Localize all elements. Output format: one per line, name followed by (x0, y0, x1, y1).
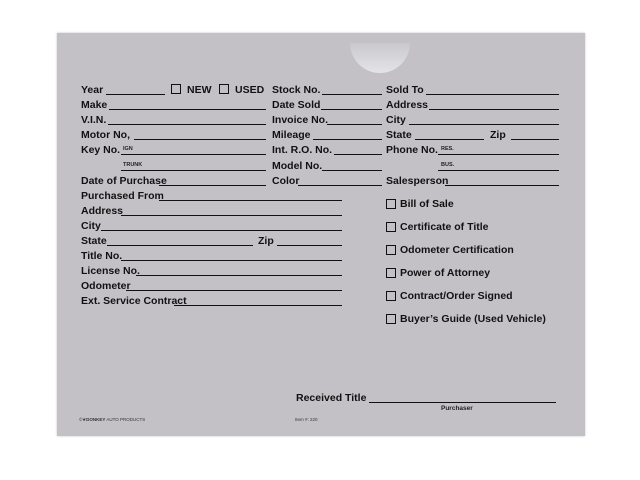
odometer-label: Odometer (81, 280, 131, 292)
ext-service-contract-label: Ext. Service Contract (81, 295, 187, 307)
odometer-line[interactable] (126, 290, 342, 291)
trunk-key-line[interactable] (121, 170, 266, 171)
make-line[interactable] (109, 109, 266, 110)
date-of-purchase-label: Date of Purchase (81, 175, 167, 187)
salesperson-line[interactable] (445, 185, 559, 186)
contract-order-signed-checkbox[interactable] (386, 291, 396, 301)
mileage-line[interactable] (313, 139, 382, 140)
res-label: RES. (441, 146, 454, 152)
key-no-label: Key No. (81, 144, 121, 156)
vin-line[interactable] (108, 124, 266, 125)
power-of-attorney-checkbox[interactable] (386, 268, 396, 278)
purchased-from-line[interactable] (159, 200, 342, 201)
contract-order-signed-label: Contract/Order Signed (400, 290, 513, 302)
thumb-cut (350, 43, 410, 73)
ign-key-line[interactable] (121, 154, 266, 155)
sold-zip-label: Zip (490, 129, 506, 141)
brand-name: DONKEY (86, 417, 106, 422)
sold-state-label: State (386, 129, 412, 141)
invoice-no-line[interactable] (327, 124, 382, 125)
purchase-city-label: City (81, 220, 101, 232)
bus-phone-line[interactable] (438, 170, 559, 171)
model-no-line[interactable] (322, 170, 382, 171)
vin-label: V.I.N. (81, 114, 107, 126)
purchase-address-line[interactable] (121, 215, 342, 216)
sold-address-label: Address (386, 99, 429, 111)
title-no-label: Title No. (81, 250, 123, 262)
motor-no-line[interactable] (134, 139, 266, 140)
purchase-address-label: Address (81, 205, 124, 217)
res-phone-line[interactable] (438, 154, 559, 155)
date-of-purchase-line[interactable] (159, 185, 266, 186)
certificate-of-title-checkbox[interactable] (386, 222, 396, 232)
buyers-guide-checkbox[interactable] (386, 314, 396, 324)
make-label: Make (81, 99, 108, 111)
bill-of-sale-label: Bill of Sale (400, 198, 454, 210)
license-no-line[interactable] (136, 275, 342, 276)
logo-mark-icon: ©❦ (79, 417, 87, 422)
salesperson-label: Salesperson (386, 175, 449, 187)
buyers-guide-label: Buyer’s Guide (Used Vehicle) (400, 313, 546, 325)
stock-no-line[interactable] (322, 94, 382, 95)
brand-logo (79, 417, 145, 423)
int-ro-no-label: Int. R.O. No. (272, 144, 333, 156)
bus-label: BUS. (441, 162, 455, 168)
odometer-certification-label: Odometer Certification (400, 244, 514, 256)
model-no-label: Model No. (272, 160, 323, 172)
date-sold-label: Date Sold (272, 99, 321, 111)
received-title-label: Received Title (296, 392, 367, 404)
invoice-no-label: Invoice No. (272, 114, 329, 126)
purchased-from-label: Purchased From (81, 190, 164, 202)
int-ro-no-line[interactable] (334, 154, 382, 155)
purchaser-label: Purchaser (441, 405, 473, 412)
phone-no-label: Phone No. (386, 144, 438, 156)
sold-to-line[interactable] (426, 94, 559, 95)
purchase-city-line[interactable] (101, 230, 342, 231)
sold-state-line[interactable] (415, 139, 484, 140)
sold-city-line[interactable] (409, 124, 559, 125)
bill-of-sale-checkbox[interactable] (386, 199, 396, 209)
sold-zip-line[interactable] (511, 139, 559, 140)
purchase-state-label: State (81, 235, 107, 247)
color-label: Color (272, 175, 300, 187)
ext-service-contract-line[interactable] (174, 305, 342, 306)
trunk-label: TRUNK (123, 162, 143, 168)
mileage-label: Mileage (272, 129, 311, 141)
power-of-attorney-label: Power of Attorney (400, 267, 491, 279)
sold-to-label: Sold To (386, 84, 424, 96)
new-checkbox[interactable] (171, 84, 181, 94)
title-no-line[interactable] (121, 260, 342, 261)
new-label: NEW (187, 84, 212, 96)
odometer-certification-checkbox[interactable] (386, 245, 396, 255)
item-number: Item #: 220 (295, 417, 318, 422)
year-line[interactable] (106, 94, 165, 95)
sold-city-label: City (386, 114, 406, 126)
stock-no-label: Stock No. (272, 84, 321, 96)
used-checkbox[interactable] (219, 84, 229, 94)
purchase-zip-label: Zip (258, 235, 274, 247)
year-label: Year (81, 84, 104, 96)
certificate-of-title-label: Certificate of Title (400, 221, 489, 233)
date-sold-line[interactable] (321, 109, 382, 110)
ign-label: IGN (123, 146, 133, 152)
motor-no-label: Motor No, (81, 129, 130, 141)
title-envelope-form (57, 33, 585, 436)
brand-suffix: AUTO PRODUCTS (106, 417, 146, 422)
received-title-signature-line[interactable] (369, 402, 556, 403)
purchase-state-line[interactable] (107, 245, 253, 246)
sold-address-line[interactable] (429, 109, 559, 110)
license-no-label: License No. (81, 265, 140, 277)
used-label: USED (235, 84, 265, 96)
purchase-zip-line[interactable] (277, 245, 342, 246)
color-line[interactable] (298, 185, 382, 186)
